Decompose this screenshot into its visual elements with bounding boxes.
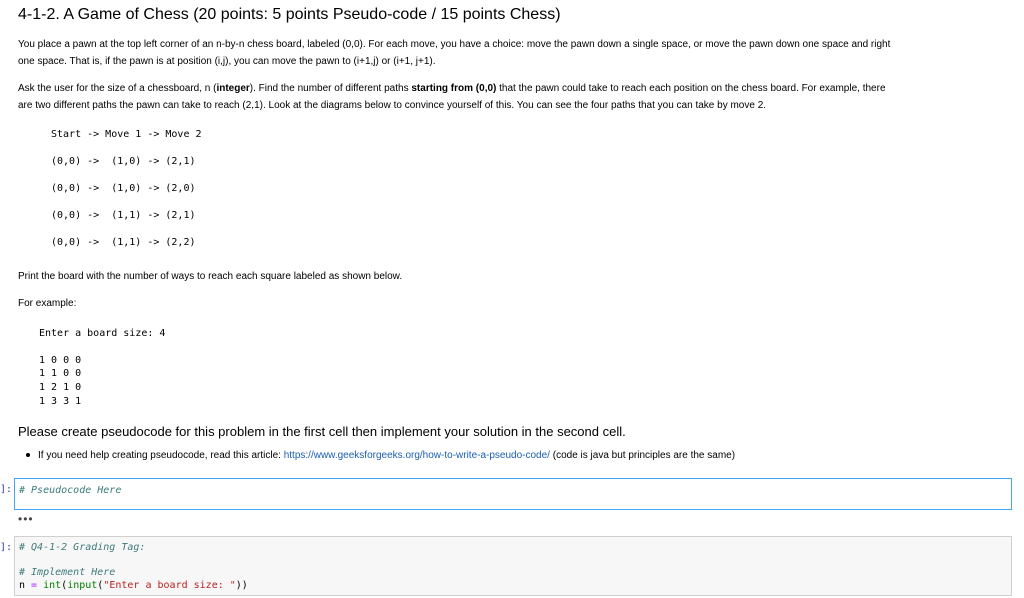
code-var-n: n bbox=[19, 580, 26, 591]
path-row-4: (0,0) -> (1,1) -> (2,2) bbox=[51, 237, 196, 248]
para2-bold-integer: integer bbox=[216, 83, 250, 94]
para1-line1: You place a pawn at the top left corner of an n-by-n chess board, labeled (0,0). For each move, you have a choice: move the pawn down a single space, or move the pawn down one space and right bbox=[18, 39, 891, 50]
code-paren-2: ( bbox=[97, 580, 104, 591]
bullet-text-b: (code is java but principles are the same) bbox=[549, 450, 736, 461]
example-board-row-1: 1 0 0 0 bbox=[39, 355, 82, 366]
code-int-fn: int bbox=[43, 580, 62, 591]
cell2-code-input-line[interactable] bbox=[19, 580, 248, 591]
bullet-text-a: If you need help creating pseudocode, read this article: bbox=[38, 450, 284, 461]
para2-bold-start: starting from (0,0) bbox=[411, 83, 497, 94]
para2-text-c: ). Find the number of different paths bbox=[249, 83, 412, 94]
cell2-comment-implement: # Implement Here bbox=[19, 567, 116, 578]
cell1-prompt: ]: bbox=[0, 484, 13, 495]
code-paren-1: ( bbox=[61, 580, 68, 591]
paths-header: Start -> Move 1 -> Move 2 bbox=[51, 129, 202, 140]
help-bullet bbox=[26, 450, 735, 461]
pseudocode-cell-code[interactable]: # Pseudocode Here bbox=[19, 485, 122, 496]
bullet-dot-icon bbox=[26, 453, 30, 457]
pseudocode-article-link[interactable]: https://www.geeksforgeeks.org/how-to-write-a-pseudo-code/ bbox=[283, 450, 550, 461]
para2-line1 bbox=[18, 80, 998, 97]
example-board-row-2: 1 1 0 0 bbox=[39, 368, 82, 379]
path-row-2: (0,0) -> (1,0) -> (2,0) bbox=[51, 183, 196, 194]
example-board-row-4: 1 3 3 1 bbox=[39, 396, 82, 407]
description-paragraph-4: For example: bbox=[18, 298, 77, 309]
description-paragraph-2 bbox=[18, 80, 998, 114]
implementation-cell[interactable] bbox=[14, 536, 1012, 596]
collapsed-output-ellipsis[interactable]: ••• bbox=[18, 512, 34, 526]
code-string-literal: "Enter a board size: " bbox=[103, 580, 236, 591]
path-row-3: (0,0) -> (1,1) -> (2,1) bbox=[51, 210, 196, 221]
code-paren-close: )) bbox=[235, 580, 248, 591]
cell-title: 4-1-2. A Game of Chess (20 points: 5 points Pseudo-code / 15 points Chess) bbox=[18, 6, 561, 23]
pseudocode-cell[interactable] bbox=[14, 478, 1012, 510]
cell2-comment-grading: # Q4-1-2 Grading Tag: bbox=[19, 542, 146, 553]
description-paragraph-1 bbox=[18, 36, 998, 70]
example-board-row-3: 1 2 1 0 bbox=[39, 382, 82, 393]
para2-text-e: that the pawn could take to reach each position on the chess board. For example, there bbox=[496, 83, 886, 94]
para1-line2: one space. That is, if the pawn is at position (i,j), you can move the pawn to (i+1,j) or (i+1, j+1). bbox=[18, 56, 436, 67]
cell2-prompt: ]: bbox=[0, 542, 13, 553]
code-assign-op: = bbox=[25, 580, 44, 591]
description-paragraph-3: Print the board with the number of ways to reach each square labeled as shown below. bbox=[18, 271, 403, 282]
instructions-heading: Please create pseudocode for this problem in the first cell then implement your solution in the second cell. bbox=[18, 424, 626, 439]
para2-line2: are two different paths the pawn can take to reach (2,1). Look at the diagrams below to convince yourself of this. You can see the four paths that you can take by move 2. bbox=[18, 100, 767, 111]
path-row-1: (0,0) -> (1,0) -> (2,1) bbox=[51, 156, 196, 167]
code-input-fn: input bbox=[67, 580, 98, 591]
para2-text-a: Ask the user for the size of a chessboard, n ( bbox=[18, 83, 217, 94]
example-prompt: Enter a board size: 4 bbox=[39, 328, 166, 339]
